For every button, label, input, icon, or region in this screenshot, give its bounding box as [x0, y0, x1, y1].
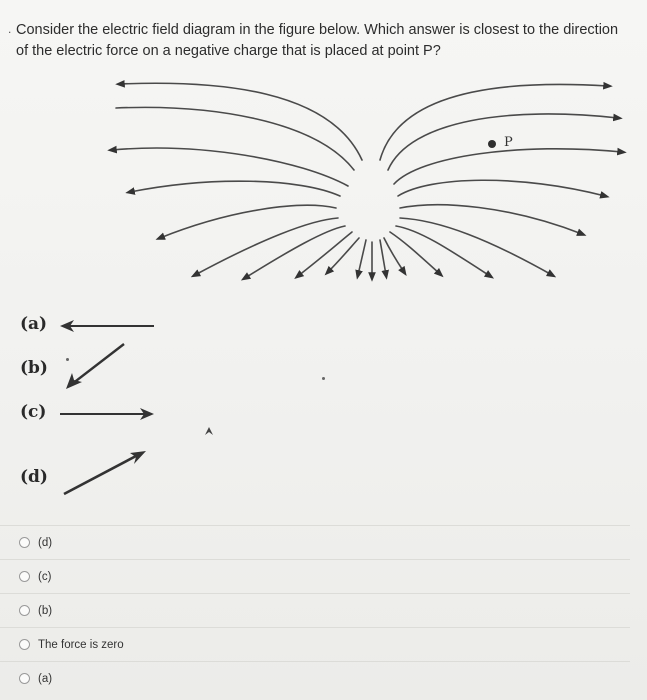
answer-option[interactable]	[0, 627, 630, 661]
field-line	[388, 114, 618, 170]
answer-option[interactable]	[0, 661, 630, 695]
point-p-dot	[488, 140, 496, 148]
field-line	[116, 107, 354, 170]
arrow-left-icon	[58, 316, 158, 336]
arrow-right-icon	[58, 404, 158, 424]
field-line	[195, 218, 338, 275]
point-p-label: P	[504, 135, 513, 150]
field-line	[390, 232, 440, 274]
choice-c-label: (c)	[20, 402, 47, 422]
answer-list	[0, 525, 630, 695]
arrow-down-left-icon	[60, 340, 130, 392]
field-line	[394, 149, 622, 184]
field-line	[130, 181, 340, 196]
radio-button[interactable]	[19, 571, 30, 582]
cursor-icon	[203, 425, 215, 437]
bullet-dot: .	[8, 22, 12, 36]
answer-option[interactable]	[0, 559, 630, 593]
question-text: Consider the electric field diagram in the figure below. Which answer is closest to the direction of the electric force on a negative charge that is placed at point P?	[16, 22, 619, 59]
radio-button[interactable]	[19, 537, 30, 548]
choice-b-label: (b)	[20, 358, 48, 378]
answer-option[interactable]	[0, 525, 630, 559]
stray-mark	[322, 377, 325, 380]
electric-field-diagram	[100, 70, 630, 290]
field-line	[358, 240, 366, 275]
field-line	[160, 205, 336, 238]
answer-text: (d)	[38, 536, 53, 549]
radio-button[interactable]	[19, 639, 30, 650]
field-line	[112, 148, 348, 186]
field-line	[328, 238, 359, 272]
field-line	[400, 205, 582, 234]
choice-d-label: (d)	[20, 467, 48, 487]
answer-text: (c)	[38, 570, 52, 583]
answer-text: (a)	[38, 672, 53, 685]
radio-button[interactable]	[19, 605, 30, 616]
choice-a-label: (a)	[20, 314, 48, 334]
field-line	[380, 240, 386, 275]
answer-text: (b)	[38, 604, 53, 617]
answer-option[interactable]	[0, 593, 630, 627]
field-line	[384, 238, 404, 272]
field-line	[396, 226, 490, 276]
stray-mark	[66, 358, 69, 361]
answer-text: The force is zero	[38, 638, 124, 651]
arrow-up-right-icon	[60, 448, 150, 498]
field-line	[398, 180, 605, 196]
radio-button[interactable]	[19, 673, 30, 684]
